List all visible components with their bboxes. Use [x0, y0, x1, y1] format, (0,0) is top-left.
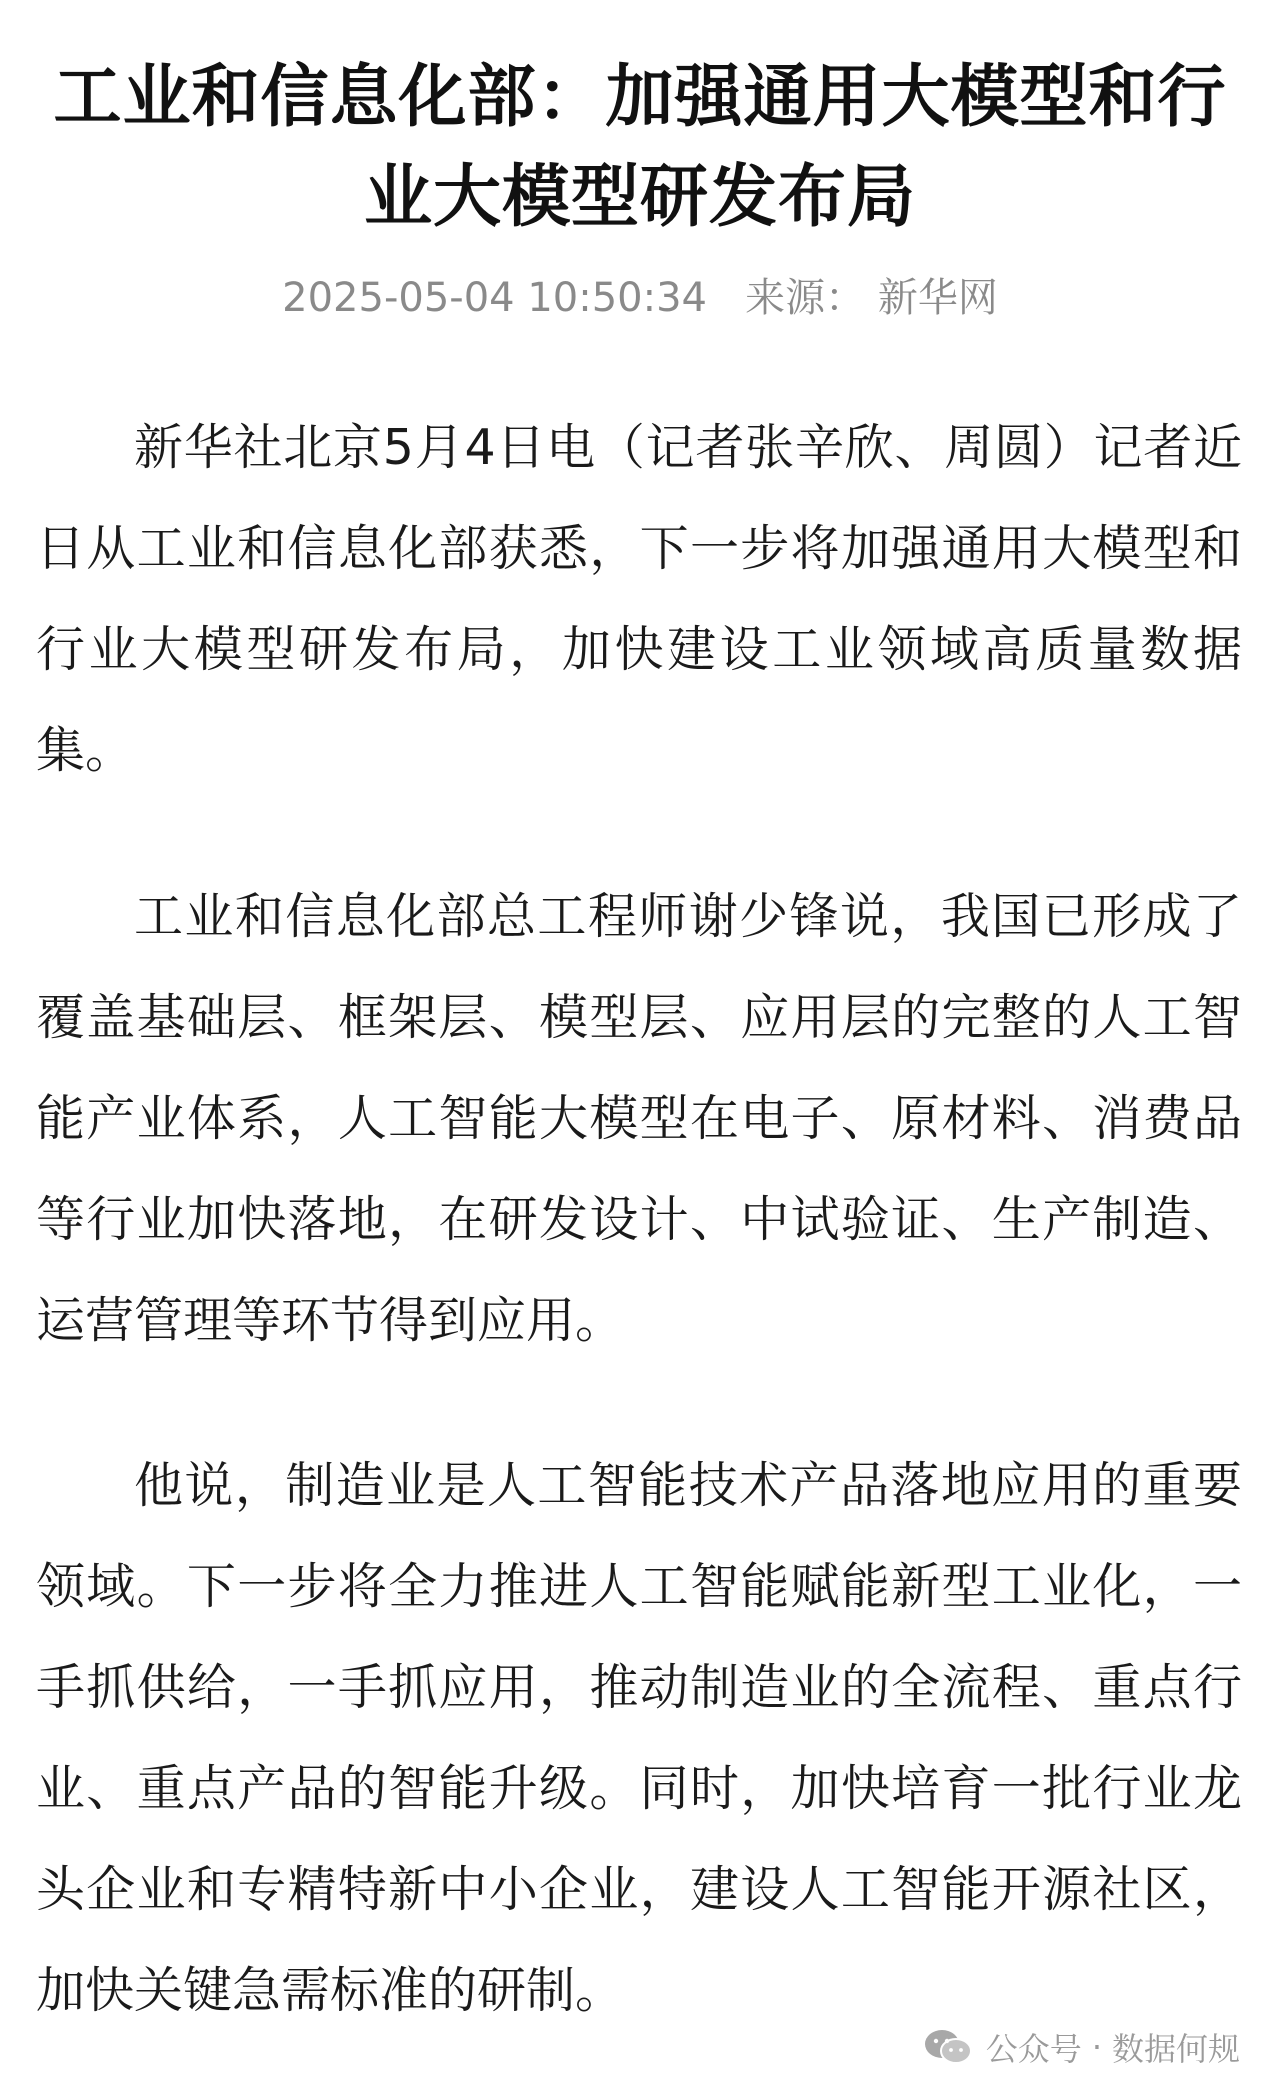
article-title: 工业和信息化部：加强通用大模型和行业大模型研发布局 [53, 58, 1227, 237]
source-label: 来源： [745, 275, 866, 321]
article-paragraph: 他说，制造业是人工智能技术产品落地应用的重要领域。下一步将全力推进人工智能赋能新型工业化，一手抓供给，一手抓应用，推动制造业的全流程、重点行业、重点产品的智能升级。同时，加快培育一批行业龙头企业和专精特新中小企业，建设人工智能开源社区，加快关键急需标准的研制。 [36, 1457, 1242, 2019]
watermark-separator: · [1091, 2028, 1102, 2066]
watermark-account: 数据何规 [1111, 2030, 1240, 2068]
watermark-platform: 公众号 [985, 2030, 1082, 2068]
source-name: 新华网 [877, 275, 998, 321]
article-meta [0, 268, 1280, 328]
watermark [916, 2019, 1240, 2075]
wechat-icon [922, 2027, 974, 2067]
publish-datetime: 2025-05-04 10:50:34 [282, 275, 707, 321]
article-paragraph: 工业和信息化部总工程师谢少锋说，我国已形成了覆盖基础层、框架层、模型层、应用层的完整的人工智能产业体系，人工智能大模型在电子、原材料、消费品等行业加快落地，在研发设计、中试验证、生产制造、运营管理等环节得到应用。 [36, 888, 1242, 1349]
article-paragraph: 新华社北京5月4日电（记者张辛欣、周圆）记者近日从工业和信息化部获悉，下一步将加强通用大模型和行业大模型研发布局，加快建设工业领域高质量数据集。 [36, 419, 1242, 779]
